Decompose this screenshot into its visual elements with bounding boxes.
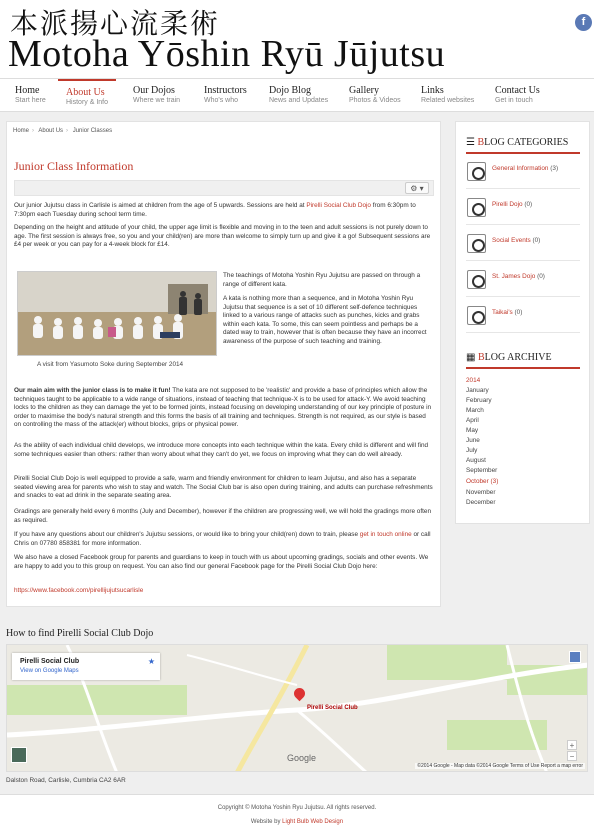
nav-sub: News and Updates bbox=[269, 97, 329, 104]
nav-item-instructors[interactable] bbox=[196, 79, 255, 111]
google-logo: Google bbox=[287, 753, 317, 763]
breadcrumb-separator: › bbox=[32, 128, 35, 134]
list-icon: ☰ bbox=[466, 137, 478, 148]
breadcrumb-current: Junior Classes bbox=[72, 128, 113, 134]
zoom-in-button[interactable]: + bbox=[567, 740, 577, 750]
page-title: Junior Class Information bbox=[14, 159, 134, 173]
website-by-text: Website by bbox=[250, 819, 283, 825]
get-in-touch-link[interactable]: get in touch online bbox=[359, 531, 412, 538]
designer-link[interactable]: Light Bulb Web Design bbox=[282, 819, 344, 825]
category-count: (0) bbox=[524, 201, 533, 208]
dojo-logo-icon bbox=[467, 270, 486, 289]
aim-paragraph bbox=[14, 387, 434, 430]
dojo-logo-icon bbox=[467, 234, 486, 253]
site-header bbox=[0, 0, 594, 78]
nav-label: About Us bbox=[66, 87, 105, 98]
questions-paragraph bbox=[14, 531, 434, 548]
category-item[interactable] bbox=[466, 267, 580, 297]
nav-item-gallery[interactable] bbox=[341, 79, 409, 111]
sidebar bbox=[455, 121, 590, 524]
view-on-google-maps-link[interactable]: View on Google Maps bbox=[20, 668, 79, 674]
nav-label: Gallery bbox=[349, 85, 379, 96]
category-label bbox=[492, 201, 532, 208]
blog-archive-heading bbox=[466, 352, 580, 369]
heading-rest: LOG ARCHIVE bbox=[484, 352, 552, 363]
kata-intro: The teachings of Motoha Yoshin Ryu Jujutsu are passed on through a range of different kata. bbox=[223, 272, 421, 288]
archive-month-october[interactable]: October (3) bbox=[466, 478, 499, 485]
nav-item-about-us[interactable] bbox=[58, 79, 116, 111]
category-count: (3) bbox=[550, 165, 559, 172]
category-label bbox=[492, 273, 545, 280]
category-label bbox=[492, 237, 540, 244]
breadcrumb-home[interactable]: Home bbox=[13, 128, 30, 134]
nav-sub: Start here bbox=[15, 97, 46, 104]
class-photo-graphic bbox=[18, 272, 217, 356]
dojo-logo-icon bbox=[467, 306, 486, 325]
nav-sub: Where we train bbox=[133, 97, 181, 104]
nav-item-contact-us[interactable] bbox=[487, 79, 548, 111]
intro-paragraph bbox=[14, 202, 434, 219]
category-count: (0) bbox=[532, 237, 541, 244]
blog-categories-heading bbox=[466, 137, 580, 154]
breadcrumb bbox=[13, 128, 115, 134]
facebook-link-wrap bbox=[14, 587, 434, 596]
aim-heading: Our main aim with the junior class is to make it fun! bbox=[14, 387, 171, 394]
category-name[interactable]: St. James Dojo bbox=[492, 273, 536, 280]
ability-paragraph: As the ability of each individual child develops, we introduce more concepts into each technique within the kata. Every child is different and will find some techniques easier than others: rather than worry about what they can't do yet, we focus on improving what they can do well already. bbox=[14, 442, 429, 458]
category-label bbox=[492, 309, 522, 316]
facebook-page-link[interactable]: https://www.facebook.com/pirellijujutsucarlisle bbox=[14, 587, 144, 594]
category-item[interactable] bbox=[466, 195, 580, 225]
nav-item-links[interactable] bbox=[413, 79, 482, 111]
article-tools-bar bbox=[14, 180, 434, 196]
dojo-logo-icon bbox=[467, 162, 486, 181]
zoom-out-button[interactable]: − bbox=[567, 751, 577, 761]
archive-month: August bbox=[466, 457, 486, 464]
facebook-icon[interactable]: f bbox=[575, 14, 592, 31]
dojo-address: Dalston Road, Carlisle, Cumbria CA2 6AR bbox=[6, 777, 126, 784]
questions-text: If you have any questions about our children's Jujutsu sessions, or would like to bring your child(ren) down to train, please bbox=[14, 531, 360, 538]
photo-caption: A visit from Yasumoto Soke during September 2014 bbox=[37, 361, 184, 368]
main-content bbox=[6, 121, 441, 607]
facilities-paragraph: Pirelli Social Club Dojo is well equipped to provide a safe, warm and friendly environment for children to learn Jujutsu, and also has a separate seated viewing area for parents who wish to stay and watch. The Social Club bar is also open during training, and adults can purchase refreshments and snacks to eat ad drink in the separate seating area. bbox=[14, 475, 433, 500]
category-count: (0) bbox=[537, 273, 545, 280]
kanji-logo: 本派揚心流柔術 bbox=[10, 7, 221, 40]
nav-label: Links bbox=[421, 85, 444, 96]
pirelli-dojo-link[interactable]: Pirelli Social Club Dojo bbox=[306, 202, 371, 209]
nav-label: Contact Us bbox=[495, 85, 540, 96]
category-name[interactable]: General Information bbox=[492, 165, 549, 172]
age-paragraph: Depending on the height and attitude of your child, the upper age limit is flexible and moving in to the teen and adult sessions is not purely down to age. The first session is always free, so you and your child(ren) are more than welcome to simply turn up and give it a go! Subsequent sessions are £4 per week or you can pay for a 4-week block for £14. bbox=[14, 224, 431, 249]
copyright-text: Copyright © Motoha Yoshin Ryu Jujutsu. All rights reserved. bbox=[217, 805, 377, 811]
heading-first-letter: B bbox=[477, 137, 485, 148]
nav-sub: History & Info bbox=[66, 99, 109, 106]
archive-month: September bbox=[466, 467, 498, 474]
map-attribution: ©2014 Google - Map data ©2014 Google Terms of Use Report a map error bbox=[417, 763, 583, 769]
category-item[interactable] bbox=[466, 159, 580, 189]
archive-month: November bbox=[466, 489, 496, 496]
category-name[interactable]: Social Events bbox=[492, 237, 531, 244]
archive-month: June bbox=[466, 437, 480, 444]
nav-sub: Get in touch bbox=[495, 97, 533, 104]
nav-sub: Photos & Videos bbox=[349, 97, 401, 104]
facebook-group-paragraph: We also have a closed Facebook group for parents and guardians to keep in touch with us about upcoming gradings, socials and other events. We are happy to add you to this group on request. You can also find our general Facebook page for the Pirelli Social Club Dojo here: bbox=[14, 554, 429, 570]
archive-year[interactable]: 2014 bbox=[466, 377, 481, 384]
heading-rest: LOG CATEGORIES bbox=[484, 137, 569, 148]
street-view-icon[interactable] bbox=[569, 651, 581, 663]
intro-text-end: from 6:30pm to 7:30pm each Tuesday during school term time. bbox=[14, 202, 416, 218]
main-nav bbox=[0, 78, 594, 112]
calendar-icon: ▦ bbox=[466, 352, 478, 363]
map-section-title: How to find Pirelli Social Club Dojo bbox=[6, 628, 154, 639]
nav-item-home[interactable] bbox=[7, 79, 54, 111]
google-map[interactable] bbox=[6, 644, 588, 772]
category-item[interactable] bbox=[466, 231, 580, 261]
dojo-logo-icon bbox=[467, 198, 486, 217]
questions-text-end: or call Chris on 07780 858381 for more information. bbox=[14, 531, 431, 547]
category-count: (0) bbox=[514, 309, 523, 316]
intro-text: Our junior Jujutsu class in Carlisle is aimed at children from the age of 5 upwards. Sessions are held at bbox=[14, 202, 307, 209]
nav-label: Dojo Blog bbox=[269, 85, 311, 96]
class-photo bbox=[17, 271, 217, 356]
map-card-title: Pirelli Social Club bbox=[20, 658, 80, 665]
star-icon[interactable]: ★ bbox=[147, 657, 155, 666]
site-footer bbox=[0, 794, 594, 837]
nav-item-dojo-blog[interactable] bbox=[261, 79, 336, 111]
map-info-card bbox=[12, 653, 160, 680]
category-label bbox=[492, 165, 558, 172]
site-title[interactable]: Motoha Yōshin Ryū Jūjutsu bbox=[8, 33, 446, 75]
archive-month: July bbox=[466, 447, 478, 454]
nav-sub: Related websites bbox=[421, 97, 475, 104]
nav-item-our-dojos[interactable] bbox=[125, 79, 188, 111]
kata-description: A kata is nothing more than a sequence, and in Motoha Yoshin Ryu Jujutsu that sequence is a set of 10 different self-defence techniques linked to a various range of attacks such as punches, kicks and grabs within each kata. To some, this can seem pointless and perhaps be a dated way to train, however that is often because they have an incorrect awareness of the purpose of such teaching and training. bbox=[223, 295, 427, 345]
heading-first-letter: B bbox=[477, 352, 485, 363]
archive-month: February bbox=[466, 397, 492, 404]
gear-icon[interactable]: ⚙ ▾ bbox=[405, 182, 429, 194]
map-pin-label: Pirelli Social Club bbox=[307, 705, 358, 711]
satellite-toggle[interactable] bbox=[11, 747, 27, 763]
breadcrumb-about-us[interactable]: About Us bbox=[38, 128, 64, 134]
nav-sub: Who's who bbox=[204, 97, 239, 104]
category-name[interactable]: Pirelli Dojo bbox=[492, 201, 523, 208]
category-item[interactable] bbox=[466, 303, 580, 333]
archive-month: April bbox=[466, 417, 479, 424]
archive-month: December bbox=[466, 499, 496, 506]
gradings-paragraph: Gradings are generally held every 6 months (July and December), however if the children are progressing well, we will hold the gradings more often as required. bbox=[14, 508, 432, 524]
aim-text: The kata are not supposed to be 'realistic' and provide a base of principles which allow the techniques taught to be applicable to a wide range of situations, instead of teaching that technique-X is to be used for attack-Y. We avoid teaching locks to the children as they can damage the yet to be formed joints, instead focusing on developing understanding of our key principle of posture in order to maximise the body's natural strength and this forms the basis of all training and techniques. Strength is not required, as our style is based on controlling the mass of the attack(er) without blocks, grips or physical power. bbox=[14, 387, 432, 429]
nav-label: Our Dojos bbox=[133, 85, 175, 96]
category-name[interactable]: Taikai's bbox=[492, 309, 513, 316]
archive-month: May bbox=[466, 427, 479, 434]
nav-label: Instructors bbox=[204, 85, 247, 96]
archive-month: March bbox=[466, 407, 484, 414]
website-credit bbox=[0, 819, 594, 825]
archive-month: January bbox=[466, 387, 489, 394]
nav-label: Home bbox=[15, 85, 40, 96]
breadcrumb-separator: › bbox=[66, 128, 69, 134]
